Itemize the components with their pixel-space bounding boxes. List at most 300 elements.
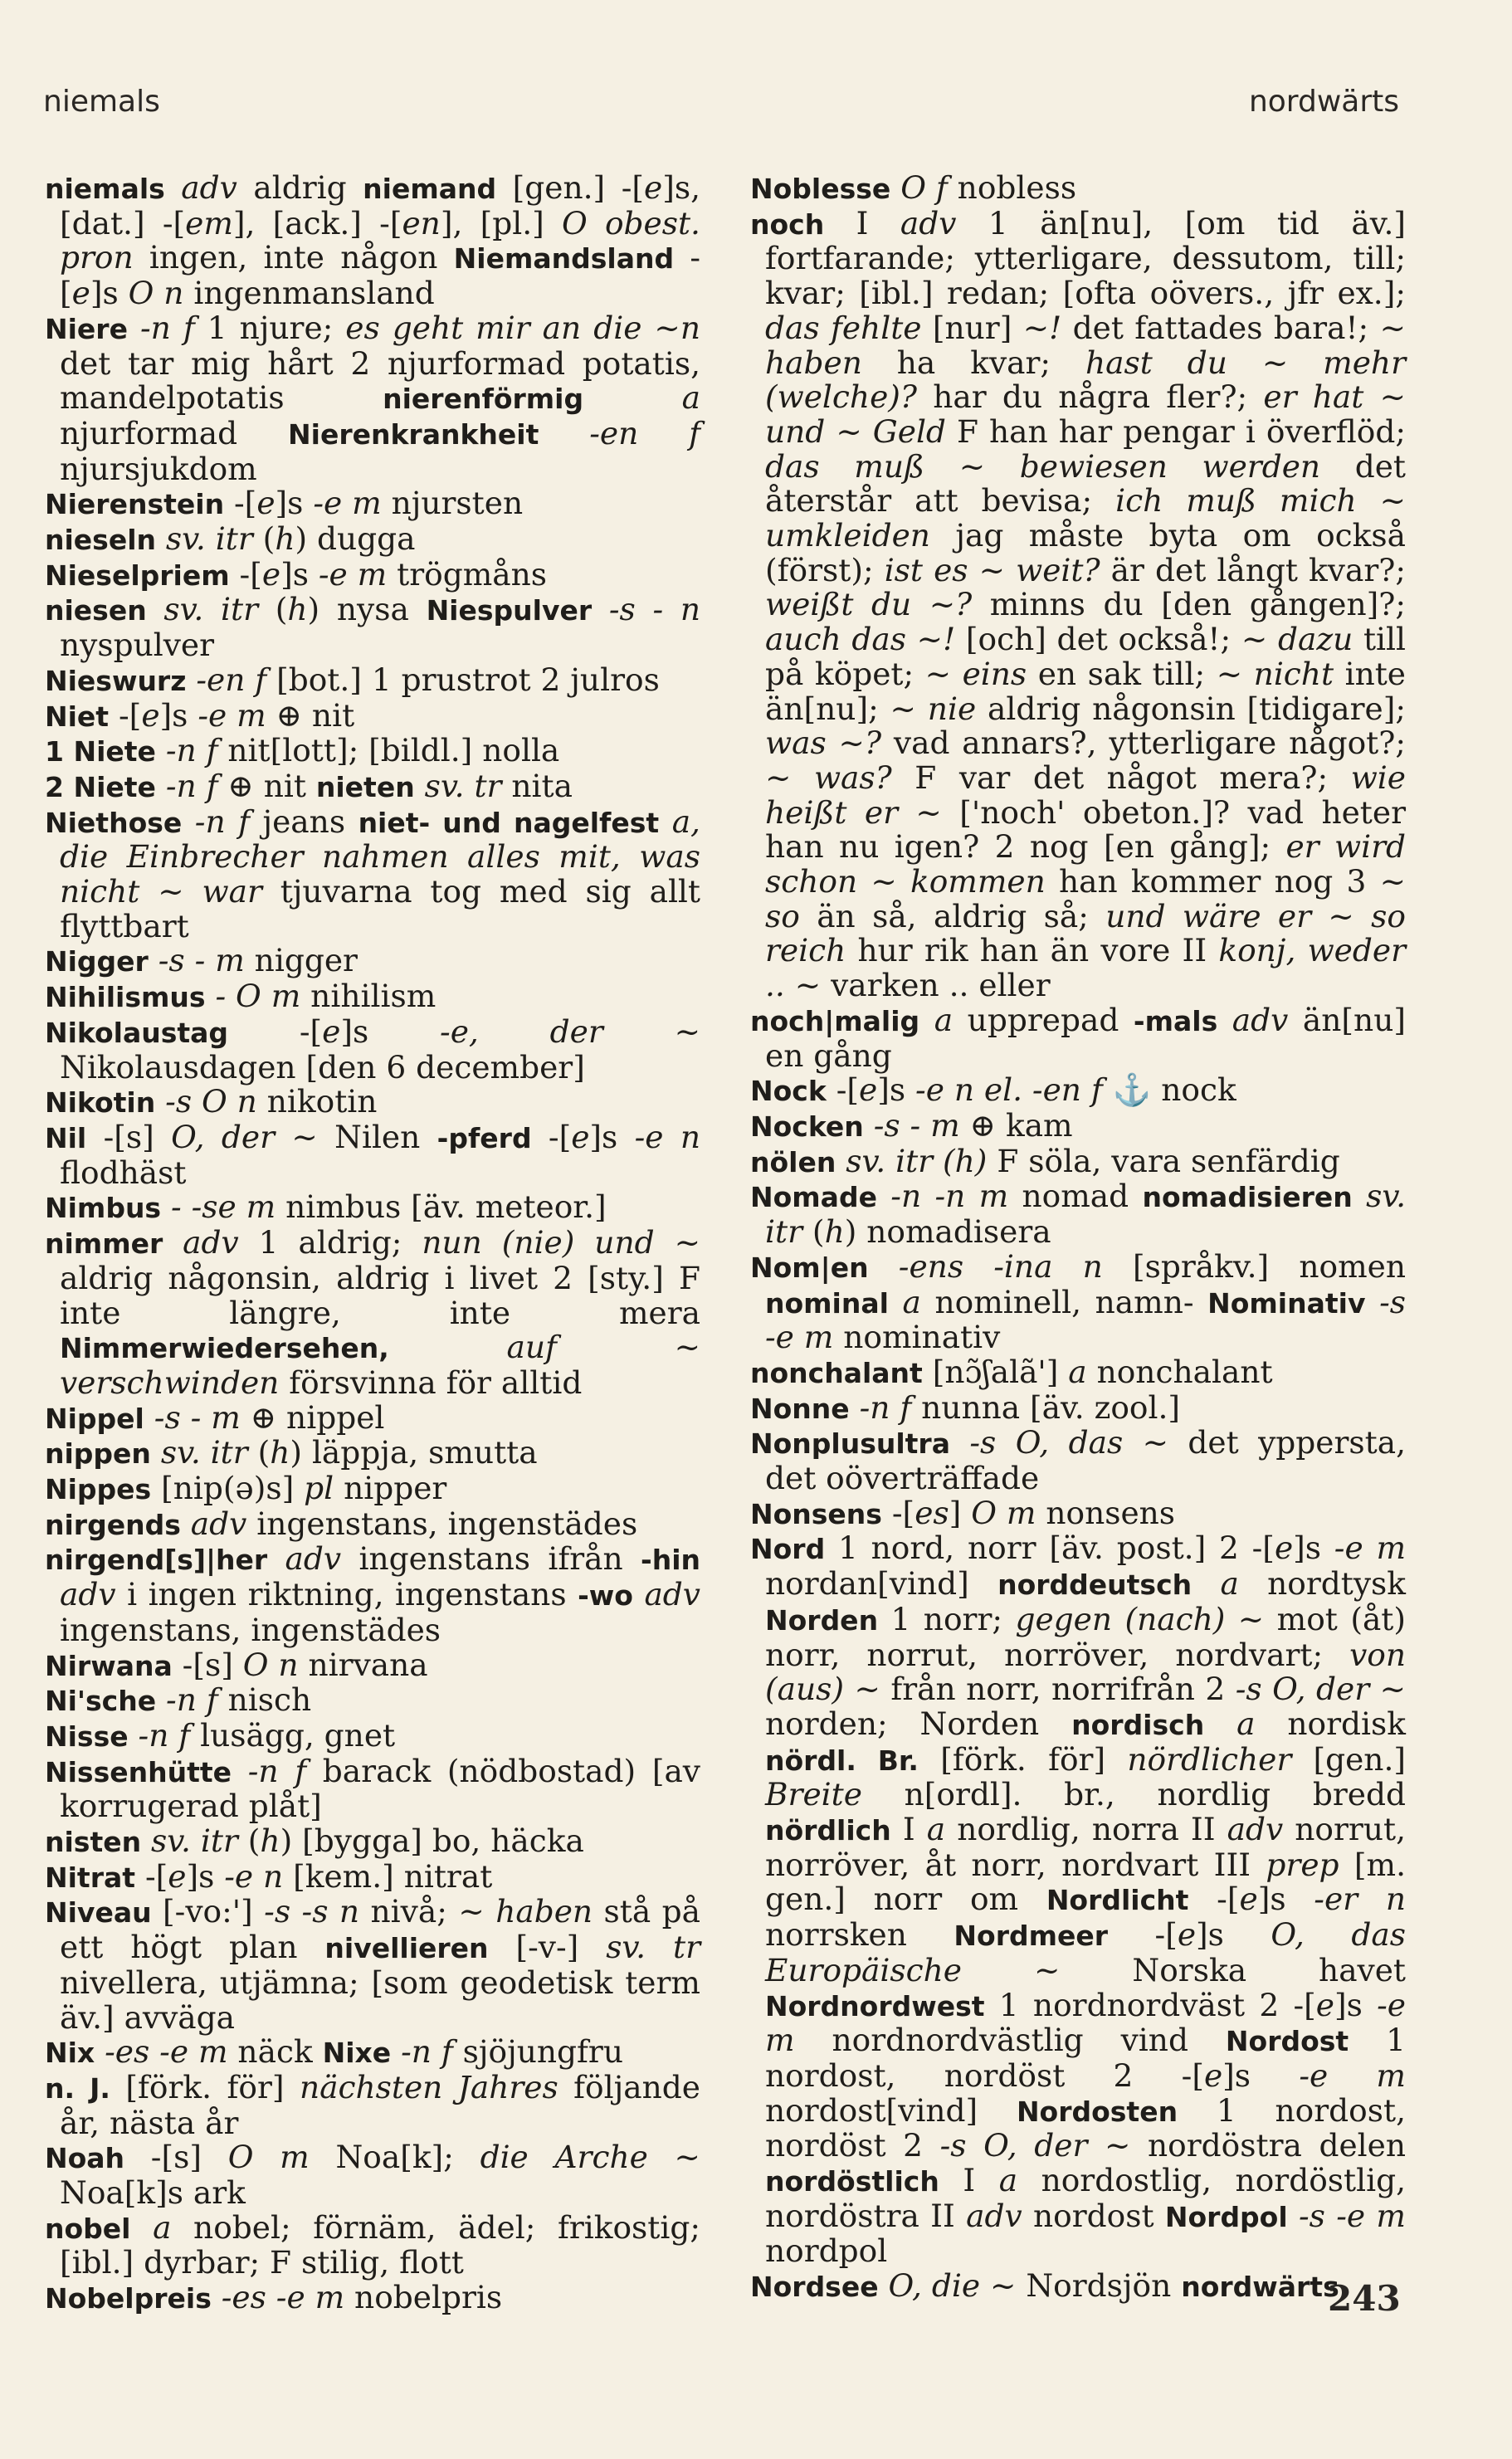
definition-text: nobless: [947, 169, 1077, 206]
headword: Nitrat: [45, 1861, 136, 1894]
headword: nonchalant: [750, 1356, 923, 1389]
definition-text: ⊕ nippel: [240, 1398, 385, 1436]
headword: Nordpol: [1164, 2200, 1288, 2233]
dictionary-entry: [45, 2140, 700, 2210]
headword: Norden: [765, 1603, 879, 1637]
definition-text: i ingen riktning, ingenstans: [115, 1576, 578, 1613]
dictionary-entry: [45, 696, 700, 734]
definition-text: ['noch' obeton.]? vad heter han nu igen? 2 nog [en gång];: [765, 793, 1406, 866]
definition-text: varken .. eller: [821, 967, 1051, 1004]
definition-text: ) läppja, smutta: [290, 1434, 538, 1471]
definition-text: 1 aldrig;: [238, 1224, 422, 1261]
dictionary-entry: [45, 1857, 700, 1895]
headword: Nippel: [45, 1402, 144, 1435]
grammar-italic: adv: [164, 169, 237, 206]
dictionary-entry: [750, 1388, 1406, 1427]
grammar-italic: -e m: [765, 1986, 1407, 2059]
grammar-italic: hast du ~ mehr (welche)?: [765, 344, 1406, 416]
definition-text: nisch: [217, 1681, 312, 1719]
grammar-italic: -s - m: [148, 942, 245, 979]
grammar-italic: nördlicher: [1127, 1740, 1292, 1778]
headword: Nordosten: [1016, 2095, 1178, 2128]
dictionary-entry: [45, 979, 700, 1015]
grammar-italic: -e m: [1334, 1530, 1407, 1567]
grammar-italic: h: [260, 1822, 280, 1860]
definition-text: jag måste byta om också (först);: [765, 517, 1406, 588]
definition-text: nobel; förnäm, ädel; frikostig; [ibl.] dyrbar; F stilig, flott: [60, 2208, 700, 2281]
definition-text: tjuvarna tog med sig allt flyttbart: [60, 873, 700, 944]
dictionary-entry: [45, 1085, 700, 1120]
definition-text: barack (nödbostad) [av korrugerad plåt]: [60, 1752, 700, 1825]
grammar-italic: es geht mir an die ~n: [345, 309, 700, 346]
grammar-italic: adv: [966, 2197, 1022, 2234]
dictionary-entry: [45, 1895, 700, 2035]
dictionary-entry: [750, 1073, 1406, 1109]
definition-text: ]s: [589, 1118, 635, 1155]
grammar-italic: -s - n: [592, 591, 700, 628]
definition-text: nivå;: [359, 1893, 459, 1930]
grammar-italic: konj, weder .. ~: [765, 932, 1406, 1004]
dictionary-entry: [45, 805, 700, 944]
definition-text: -[: [1108, 1916, 1178, 1954]
definition-text: än[nu] en gång: [765, 1001, 1406, 1074]
headword: Niere: [45, 312, 128, 345]
dictionary-entry: [45, 1471, 700, 1507]
definition-text: -[: [228, 1012, 323, 1050]
dictionary-entry: [750, 1531, 1406, 2269]
definition-text: minns du [den gången]?;: [972, 586, 1406, 623]
definition-text: -[s]: [86, 1118, 172, 1155]
grammar-italic: Breite: [765, 1776, 862, 1813]
headword: Nock: [750, 1075, 827, 1108]
headword: Nobelpreis: [45, 2282, 212, 2315]
definition-text: ]s: [1257, 1881, 1314, 1918]
grammar-italic: sv. itr (h): [836, 1142, 988, 1179]
definition-text: nita: [501, 767, 573, 804]
definition-text: till på köpet;: [765, 621, 1406, 692]
headword: Nomade: [750, 1181, 877, 1214]
definition-text: ) [bygga] bo, häcka: [280, 1822, 584, 1860]
definition-text: [bot.] 1 prustrot 2 julros: [266, 661, 660, 698]
definition-text: n[ordl]. br., nordlig bredd: [861, 1776, 1406, 1813]
definition-text: aldrig någonsin [tidigare];: [976, 690, 1406, 727]
grammar-italic: a: [998, 2162, 1018, 2199]
grammar-italic: sv. itr: [150, 1434, 248, 1471]
definition-text: nyspulver: [60, 627, 215, 664]
headword: Nonsens: [750, 1497, 882, 1530]
definition-text: är det långt kvar?;: [1100, 551, 1406, 588]
grammar-italic: -en f: [186, 661, 267, 698]
dictionary-entry: [45, 486, 700, 522]
grammar-italic: ~ was?: [765, 759, 892, 796]
definition-text: det återstår att bevisa;: [765, 447, 1407, 520]
definition-text: har du några fler?;: [917, 378, 1264, 416]
grammar-italic: e: [571, 1118, 590, 1155]
grammar-italic: adv: [180, 1505, 247, 1542]
dictionary-entry: [750, 1247, 1406, 1356]
grammar-italic: und wäre er ~ so reich: [765, 897, 1406, 969]
grammar-italic: -n f: [849, 1388, 912, 1426]
grammar-italic: a: [1068, 1353, 1087, 1390]
grammar-italic: a: [1204, 1705, 1256, 1742]
definition-text: 1 än[nu], [om tid äv.] fortfarande; ytterligare, dessutom, till; kvar; [ibl.] redan; [ofta oövers., jfr ex.];: [765, 204, 1406, 312]
definition-text: nominativ: [833, 1319, 1001, 1356]
definition-text: nunna [äv. zool.]: [911, 1388, 1181, 1426]
grammar-italic: e: [1177, 1916, 1197, 1954]
grammar-italic: -s O, der ~: [939, 2127, 1131, 2164]
definition-text: -[: [229, 555, 262, 593]
definition-text: ]s: [280, 555, 319, 593]
definition-text: nirvana: [298, 1646, 428, 1683]
headword: Nierenkrankheit: [288, 417, 539, 451]
grammar-italic: -e m: [318, 555, 388, 593]
grammar-italic: ist es ~ weit?: [884, 551, 1100, 588]
headword: Nordmeer: [954, 1920, 1109, 1953]
dictionary-entry: [750, 1106, 1406, 1144]
definition-text: nipper: [334, 1470, 447, 1507]
definition-text: ) nomadisera: [844, 1213, 1051, 1251]
dictionary-entry: [45, 2281, 700, 2316]
dictionary-entry: [750, 1144, 1406, 1180]
definition-text: flodhäst: [60, 1154, 187, 1191]
grammar-italic: ~ haben: [765, 309, 1406, 381]
headword: Nordnordwest: [765, 1989, 985, 2022]
definition-text: (: [258, 591, 288, 628]
grammar-italic: was ~?: [765, 725, 882, 762]
headword: Nil: [45, 1121, 87, 1154]
grammar-italic: -n f: [128, 1716, 191, 1754]
grammar-italic: e: [256, 485, 276, 522]
dictionary-entry: [45, 1226, 700, 1401]
headword: Nordost: [1225, 2025, 1349, 2058]
headword: -hin: [641, 1544, 700, 1577]
dictionary-entry: [750, 171, 1406, 207]
grammar-italic: nächsten Jahres: [300, 2068, 558, 2105]
grammar-italic: ~ so: [765, 863, 1406, 934]
headword: Nieswurz: [45, 664, 187, 697]
definition-text: nimbus [äv. meteor.]: [276, 1188, 607, 1226]
definition-text: nonchalant: [1086, 1353, 1273, 1390]
page-number: 243: [1328, 2278, 1401, 2319]
header-first-word: niemals: [43, 85, 160, 119]
headword: nierenförmig: [383, 383, 584, 416]
definition-text: I: [824, 204, 900, 242]
definition-text: [nur]: [921, 309, 1023, 346]
definition-text: ⊕ nit: [266, 696, 355, 734]
definition-text: näck: [227, 2033, 323, 2071]
headword: niesen: [45, 594, 147, 627]
definition-text: nordostlig, nordöstlig, nordöstra II: [765, 2162, 1407, 2234]
definition-text: nordisk: [1255, 1705, 1406, 1742]
headword: Nigger: [45, 945, 149, 978]
grammar-italic: e: [261, 555, 281, 593]
definition-text: aldrig: [237, 169, 363, 206]
headword: 1 Niete: [45, 735, 156, 768]
grammar-italic: -n f: [182, 803, 250, 840]
definition-text: nordöstra delen: [1130, 2127, 1406, 2164]
headword: nippen: [45, 1437, 151, 1471]
dictionary-entry: [45, 944, 700, 979]
grammar-italic: -n f: [127, 309, 195, 346]
grammar-italic: -s O, das ~: [949, 1424, 1169, 1461]
grammar-italic: O m: [971, 1494, 1036, 1531]
headword: niemals: [45, 173, 165, 205]
definition-text: [förk. för]: [110, 2068, 300, 2105]
grammar-italic: h: [824, 1213, 845, 1251]
definition-text: Nordsjön: [1016, 2267, 1182, 2305]
headword: Nikotin: [45, 1086, 156, 1120]
grammar-italic: a: [130, 2208, 172, 2246]
headword: nomadisieren: [1142, 1181, 1353, 1214]
grammar-italic: ich muß mich ~ umkleiden: [765, 482, 1406, 554]
headword: nördl. Br.: [765, 1744, 919, 1777]
grammar-italic: sv. itr: [146, 591, 259, 628]
headword: nimmer: [45, 1227, 163, 1261]
definition-text: (: [247, 1434, 271, 1471]
dictionary-entry: [45, 1012, 700, 1086]
definition-text: ⊕ nit: [217, 767, 316, 804]
grammar-italic: a: [926, 1811, 946, 1848]
definition-text: -[: [1188, 1881, 1240, 1918]
definition-text: nordpol: [765, 2232, 888, 2270]
grammar-italic: h: [270, 1434, 290, 1471]
grammar-italic: -n f: [156, 1681, 218, 1719]
definition-text: nihilism: [300, 978, 437, 1015]
grammar-italic: gegen (nach) ~: [1015, 1600, 1265, 1637]
headword: 2 Niete: [45, 770, 156, 803]
definition-text: jeans: [249, 803, 358, 840]
header-last-word: nordwärts: [1248, 85, 1399, 119]
definition-text: 1 nordnordväst 2 -[: [984, 1986, 1316, 2023]
grammar-italic: a: [583, 379, 700, 417]
definition-text: ingenstans, ingenstädes: [246, 1505, 638, 1542]
grammar-italic: adv: [1227, 1811, 1284, 1848]
grammar-italic: -e n: [224, 1857, 284, 1895]
definition-text: nomad: [1008, 1178, 1143, 1215]
grammar-italic: adv: [267, 1540, 342, 1578]
definition-text: upprepad: [953, 1001, 1134, 1038]
grammar-italic: O n: [242, 1646, 299, 1683]
headword: Niveau: [45, 1896, 152, 1930]
definition-text: ingenstans, ingenstädes: [60, 1611, 441, 1648]
grammar-italic: sv. itr: [141, 1822, 238, 1860]
grammar-italic: -n f: [155, 767, 218, 804]
grammar-italic: e: [644, 169, 663, 206]
grammar-italic: ~!: [1022, 309, 1062, 346]
definition-text: nivellera, utjämna; [som geodetisk term äv.] avväga: [60, 1964, 700, 2036]
grammar-italic: -ens -ina n: [868, 1247, 1103, 1285]
grammar-italic: -n f: [155, 732, 218, 769]
grammar-italic: e: [71, 275, 90, 312]
grammar-italic: e: [168, 1857, 187, 1895]
grammar-italic: -e n: [634, 1118, 700, 1155]
dictionary-entry: [45, 1190, 700, 1226]
definition-text: [-v-]: [488, 1929, 607, 1966]
grammar-italic: O f: [890, 169, 948, 206]
definition-text: (: [802, 1213, 825, 1251]
dictionary-entry: [45, 2208, 700, 2281]
dictionary-entry: [45, 1754, 700, 1824]
headword: nördlich: [765, 1814, 891, 1847]
headword: nordöstlich: [765, 2165, 939, 2198]
definition-text: ⚓ nock: [1102, 1071, 1236, 1109]
definition-text: (: [237, 1822, 261, 1860]
definition-text: ]s: [877, 1071, 916, 1109]
grammar-italic: h: [275, 520, 295, 558]
grammar-italic: -s O n: [155, 1083, 257, 1120]
definition-text: ]s: [90, 275, 129, 312]
definition-text: ]s, [dat.] -[: [60, 169, 700, 242]
definition-text: njurformad: [60, 414, 289, 451]
dictionary-entry: [45, 2068, 700, 2141]
headword: Nordsee: [750, 2271, 879, 2304]
dictionary-entry: [45, 1542, 700, 1647]
headword: Nimmerwiedersehen,: [60, 1332, 389, 1365]
definition-text: Norska havet: [1060, 1951, 1406, 1988]
dictionary-entry: [45, 769, 700, 805]
definition-text: Nilen: [317, 1118, 437, 1155]
grammar-italic: die Arche ~: [480, 2139, 700, 2176]
headword: noch: [750, 207, 825, 241]
dictionary-entry: [45, 2035, 700, 2071]
definition-text: norrut, norröver, åt norr, nordvart III: [765, 1811, 1406, 1883]
definition-text: -[s]: [124, 2139, 228, 2176]
grammar-italic: -n f: [232, 1752, 307, 1789]
headword: Nominativ: [1207, 1286, 1366, 1320]
headword: nieten: [315, 770, 415, 803]
grammar-italic: O, das Europäische ~: [765, 1916, 1407, 1988]
headword: Ni'sche: [45, 1685, 157, 1718]
dictionary-entry: [45, 734, 700, 769]
definition-text: nordost: [1022, 2197, 1165, 2234]
grammar-italic: auf ~ verschwinden: [60, 1329, 700, 1401]
grammar-italic: weißt du ~?: [765, 586, 973, 623]
definition-text: ha kvar;: [861, 344, 1085, 381]
definition-text: norrsken: [765, 1916, 954, 1954]
grammar-italic: h: [287, 591, 308, 628]
grammar-italic: e: [1274, 1530, 1294, 1567]
dictionary-entry: [750, 1003, 1406, 1073]
definition-text: ingen, inte någon: [133, 239, 454, 276]
headword: Nikolaustag: [45, 1016, 229, 1049]
definition-text: stå på ett högt plan: [60, 1893, 701, 1966]
grammar-italic: -s - m: [144, 1398, 241, 1436]
definition-text: mot (åt) norr, norrut, norröver, nordvart;: [765, 1600, 1407, 1673]
definition-text: inte än[nu];: [765, 655, 1406, 727]
definition-text: än så, aldrig så;: [799, 897, 1106, 934]
definition-text: -[: [826, 1071, 860, 1109]
grammar-italic: das fehlte: [765, 309, 922, 346]
grammar-italic: -e m: [313, 485, 382, 522]
grammar-italic: sv. tr: [606, 1929, 700, 1966]
grammar-italic: e: [859, 1071, 878, 1109]
definition-text: en sak till;: [1027, 655, 1217, 692]
definition-text: ]s: [159, 696, 198, 734]
definition-text: han kommer nog 3: [1045, 863, 1380, 900]
headword: nisten: [45, 1826, 142, 1859]
dictionary-entry: [45, 1120, 700, 1190]
headword: nordwärts: [1181, 2271, 1339, 2304]
grammar-italic: -n -n m: [876, 1178, 1009, 1215]
grammar-italic: adv: [60, 1576, 116, 1613]
definition-text: [-vo:']: [151, 1893, 265, 1930]
definition-text: lusägg, gnet: [190, 1716, 396, 1754]
definition-text: ]s: [340, 1012, 441, 1050]
definition-text: nordost[vind]: [765, 2091, 1017, 2129]
headword: norddeutsch: [997, 1569, 1193, 1602]
definition-text: försvinna för alltid: [279, 1364, 583, 1401]
grammar-italic: O n: [128, 275, 184, 312]
definition-text: ingenstans ifrån: [341, 1540, 641, 1578]
grammar-italic: das muß ~ bewiesen werden: [765, 447, 1321, 485]
definition-text: (: [252, 520, 276, 558]
definition-text: F han har pengar i överflöd;: [945, 412, 1406, 450]
dictionary-entry: [750, 204, 1407, 1004]
definition-text: 1 nord, norr [äv. post.] 2 -[: [825, 1530, 1275, 1567]
definition-text: ⊕ kam: [959, 1106, 1073, 1144]
definition-text: [nɔ̃ʃalã']: [922, 1353, 1069, 1390]
left-column: [45, 171, 700, 2316]
dictionary-entry: [45, 1507, 700, 1543]
headword: Nippes: [45, 1473, 152, 1506]
definition-text: följande år, nästa år: [60, 2068, 700, 2141]
headword: Nisse: [45, 1720, 129, 1753]
headword: nordisch: [1071, 1708, 1205, 1741]
grammar-italic: -e m: [198, 696, 266, 734]
grammar-italic: prep: [1266, 1846, 1339, 1883]
definition-text: I: [890, 1811, 927, 1848]
headword: Nimbus: [45, 1192, 162, 1225]
grammar-italic: adv: [163, 1224, 239, 1261]
headword: Noblesse: [750, 173, 891, 205]
grammar-italic: es: [915, 1494, 949, 1531]
dictionary-entry: [45, 555, 700, 593]
grammar-italic: en: [402, 204, 441, 242]
dictionary-entry: [45, 1648, 700, 1684]
definition-text: ]s: [1293, 1530, 1334, 1567]
dictionary-entry: [45, 1824, 700, 1860]
definition-text: -[: [224, 485, 257, 522]
definition-text: nonsens: [1036, 1494, 1176, 1531]
grammar-italic: ~ nicht: [1216, 655, 1334, 692]
definition-text: från norr, norrifrån 2: [880, 1671, 1236, 1708]
grammar-italic: sv. tr: [414, 767, 502, 804]
headword: Nordlicht: [1046, 1884, 1189, 1917]
headword: nölen: [750, 1145, 836, 1178]
definition-text: nominell, namn-: [920, 1283, 1208, 1320]
grammar-italic: -en f: [539, 414, 700, 451]
definition-text: sjöjungfru: [452, 2033, 624, 2071]
grammar-italic: e: [1315, 1986, 1334, 2023]
grammar-italic: -n f: [391, 2033, 453, 2071]
definition-text: trögmåns: [387, 555, 548, 593]
headword: Nonne: [750, 1392, 850, 1425]
headword: Noah: [45, 2142, 125, 2175]
definition-text: ingenmansland: [183, 275, 435, 312]
definition-text: ) nysa: [307, 591, 427, 628]
grammar-italic: a: [919, 1001, 954, 1038]
definition-text: ]s: [1334, 1986, 1378, 2023]
grammar-italic: -er n: [1314, 1881, 1406, 1918]
definition-text: -[: [881, 1494, 915, 1531]
grammar-italic: -s -s n: [264, 1893, 360, 1930]
grammar-italic: wie heißt er ~: [765, 759, 1406, 831]
headword: nieseln: [45, 524, 157, 557]
definition-text: ]s: [1222, 2056, 1300, 2094]
headword: Nocken: [750, 1110, 864, 1143]
grammar-italic: a: [888, 1283, 921, 1320]
grammar-italic: a, die Einbrecher nahmen alles mit, was nicht ~ war: [60, 803, 700, 910]
